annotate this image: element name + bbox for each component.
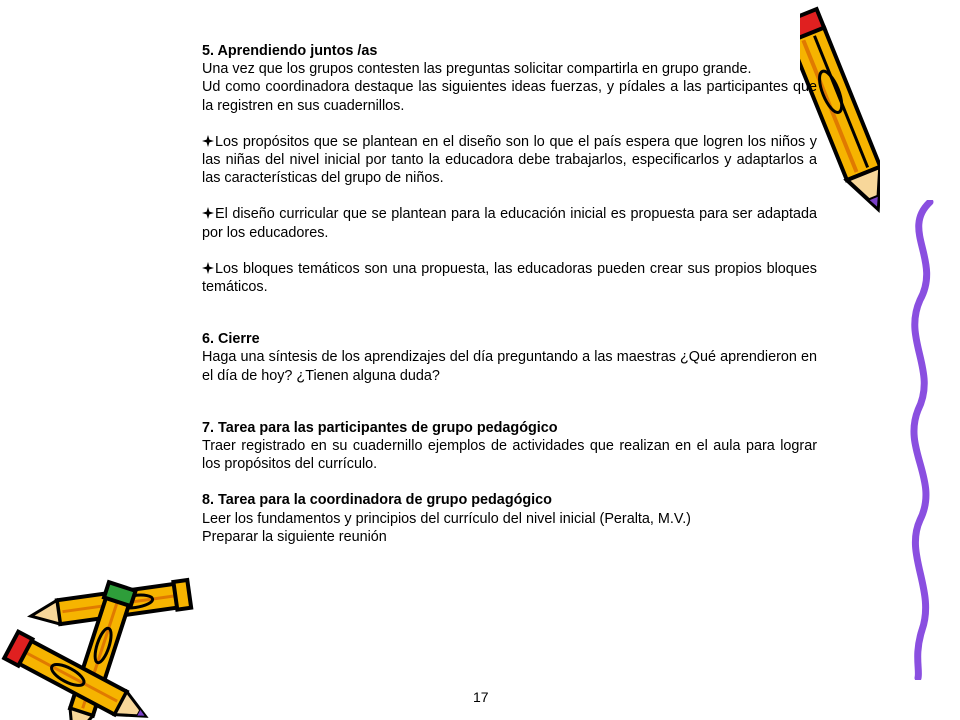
bullet-text: Los bloques temáticos son una propuesta, las educadoras pueden crear sus propios bloques temáticos. xyxy=(202,260,817,296)
section-6-heading: 6. Cierre xyxy=(202,331,260,348)
bullet-item xyxy=(202,205,817,241)
section-5-line-1: Una vez que los grupos contesten las preguntas solicitar compartirla en grupo grande. xyxy=(202,61,752,78)
document-body xyxy=(202,42,817,546)
bullet-text: El diseño curricular que se plantean para la educación inicial es propuesta para ser adaptada por los educadores. xyxy=(202,206,817,241)
section-7 xyxy=(202,419,817,474)
section-8-line-2: Preparar la siguiente reunión xyxy=(202,528,387,545)
pencils-icon xyxy=(0,575,200,720)
section-5-heading: 5. Aprendiendo juntos /as xyxy=(202,43,378,59)
section-7-heading: 7. Tarea para las participantes de grupo pedagógico xyxy=(202,419,558,436)
diamond-bullet-icon xyxy=(202,262,214,274)
section-7-text: Traer registrado en su cuadernillo ejemplos de actividades que realizan en el aula para lograr los propósitos del currículo. xyxy=(202,438,817,473)
section-8-heading: 8. Tarea para la coordinadora de grupo pedagógico xyxy=(202,492,552,509)
bullet-item xyxy=(202,133,817,188)
bullet-item xyxy=(202,260,817,296)
section-8-line-1: Leer los fundamentos y principios del currículo del nivel inicial (Peralta, M.V.) xyxy=(202,510,691,527)
diamond-bullet-icon xyxy=(202,135,214,147)
diamond-bullet-icon xyxy=(202,207,214,219)
squiggle-line-icon xyxy=(890,200,950,680)
section-5-line-2: Ud como coordinadora destaque las siguientes ideas fuerzas, y pídales a las participantes que la registren en sus cuadernillos. xyxy=(202,79,817,114)
page-number: 17 xyxy=(473,689,489,705)
bullet-text: Los propósitos que se plantean en el diseño son lo que el país espera que logren los niños y las niñas del nivel inicial por tanto la educadora debe trabajarlos, especificarlos y adaptarlos a las características del grupo de niños. xyxy=(202,133,817,187)
section-8 xyxy=(202,491,817,546)
section-6-text: Haga una síntesis de los aprendizajes del día preguntando a las maestras ¿Qué aprendieron en el día de hoy? ¿Tienen alguna duda? xyxy=(202,349,817,384)
section-6 xyxy=(202,330,817,385)
section-5 xyxy=(202,42,817,115)
